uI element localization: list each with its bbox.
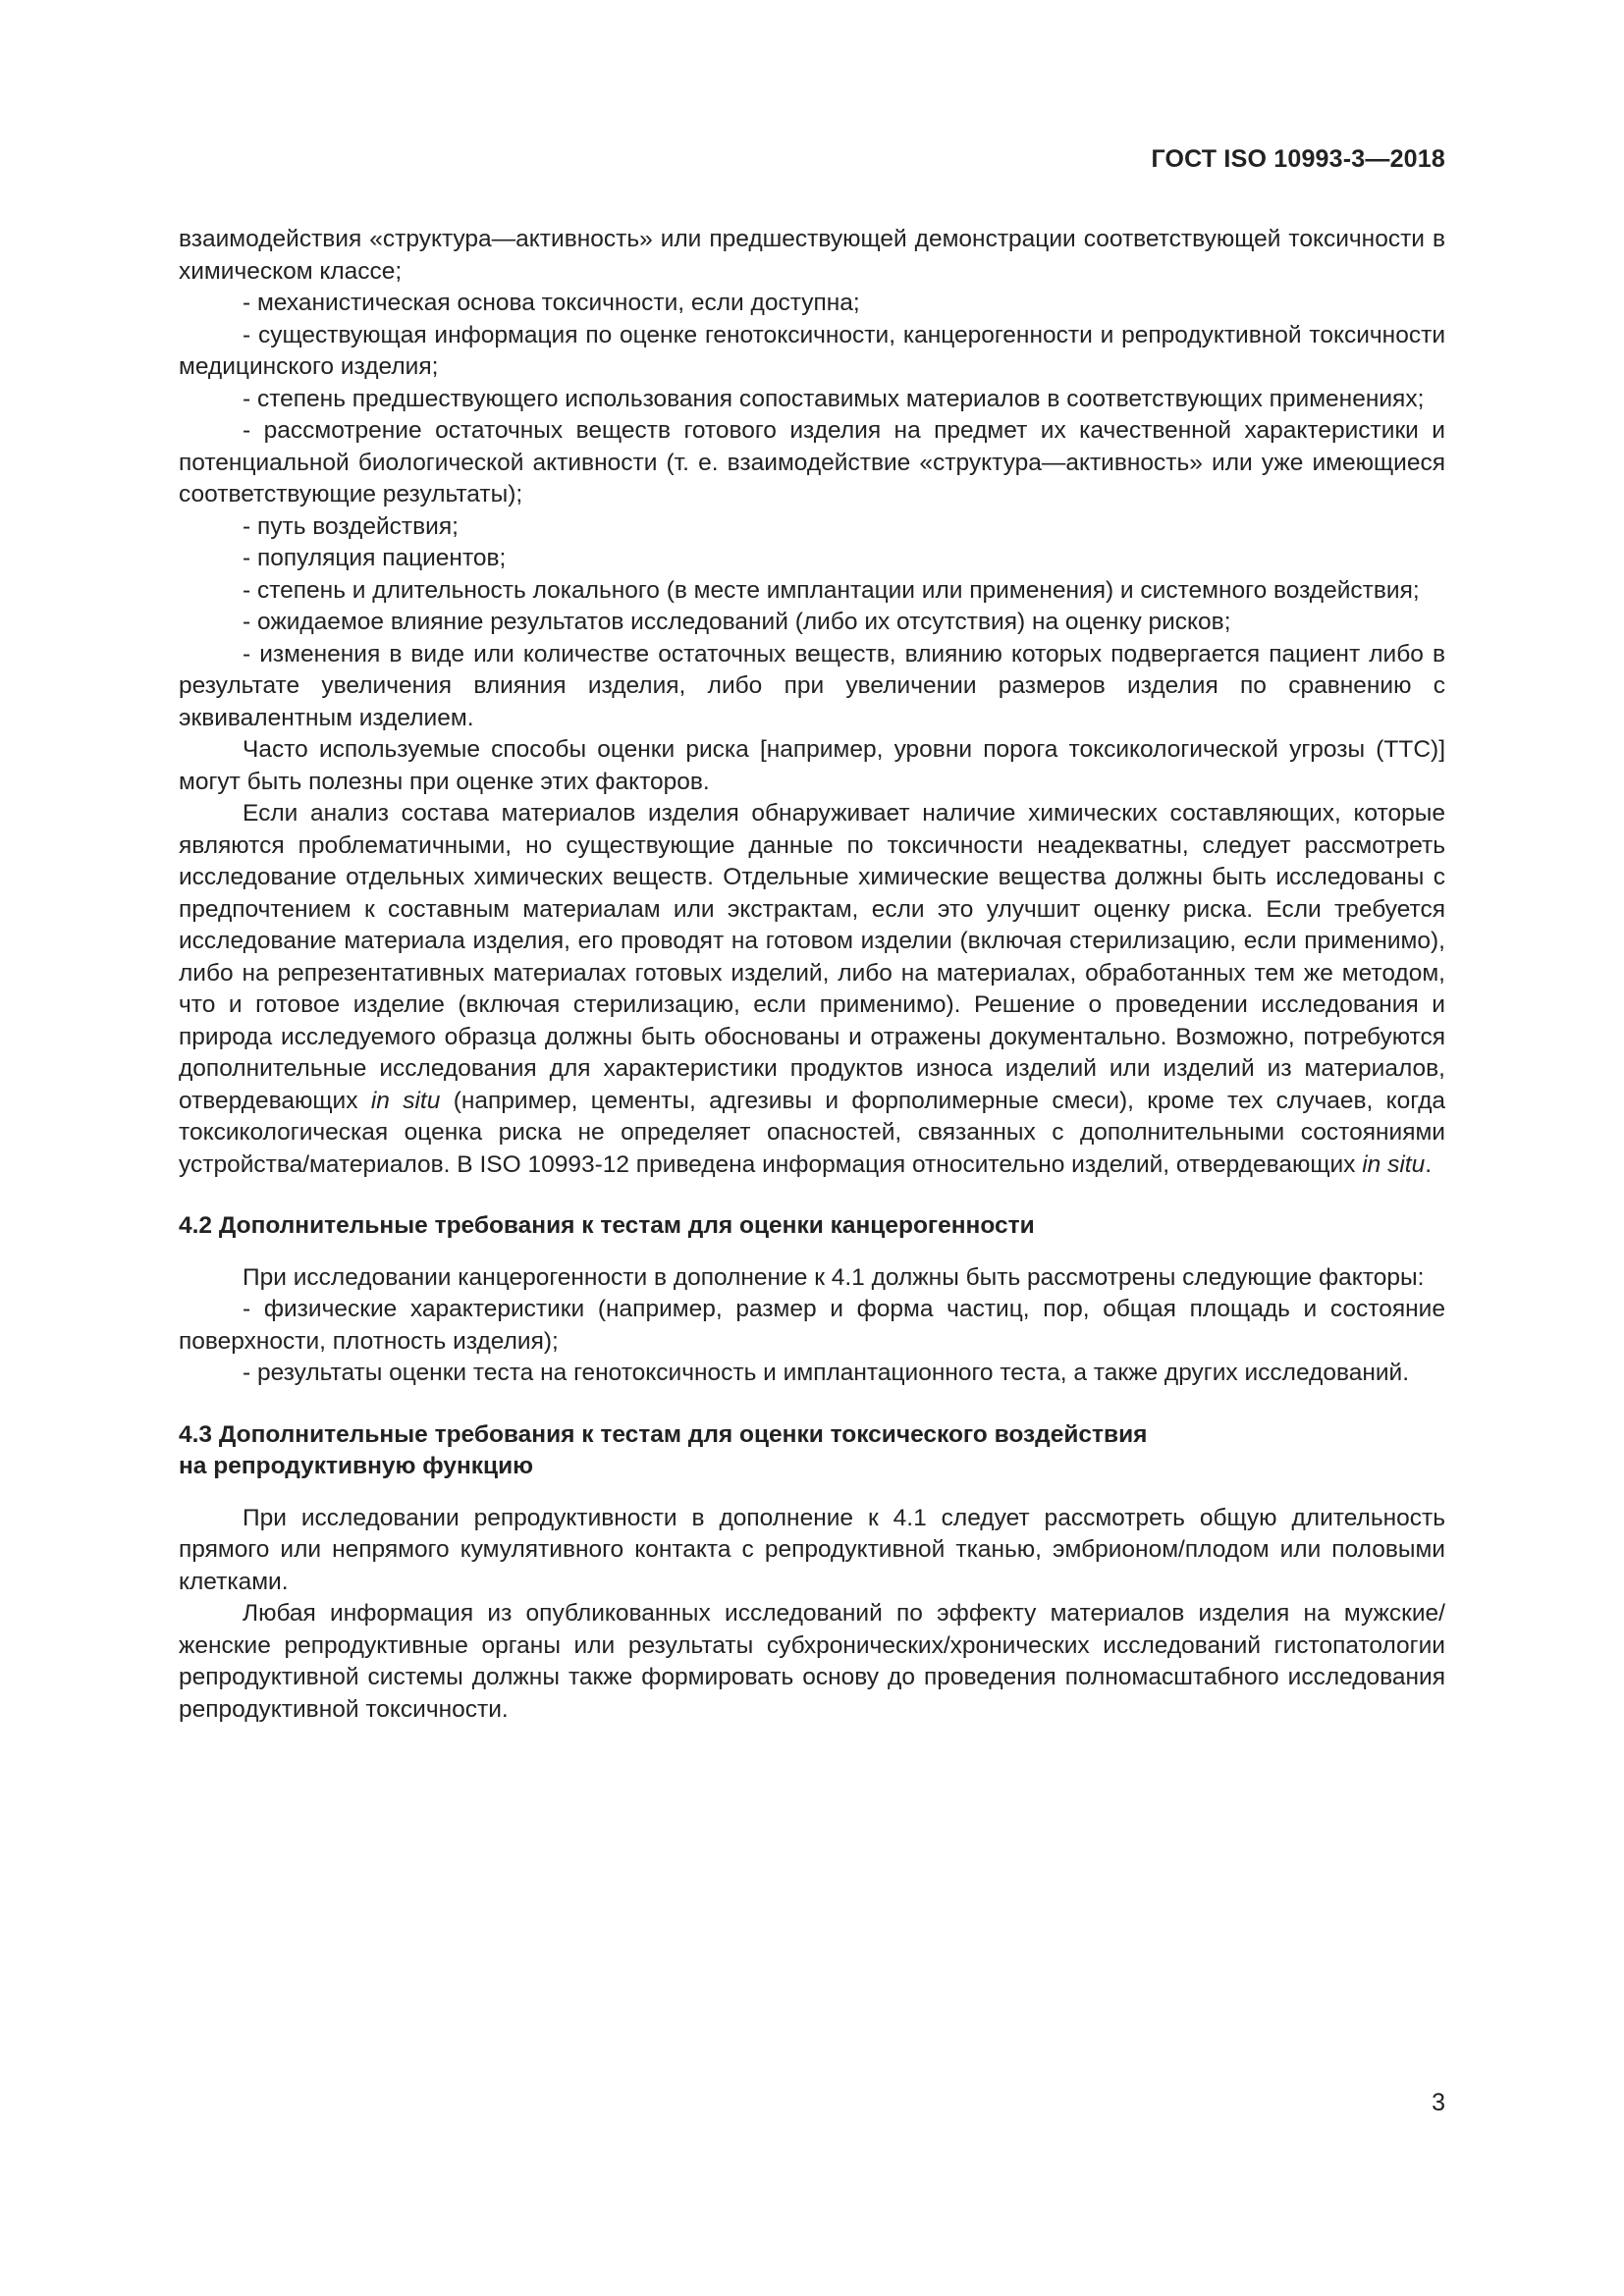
paragraph-text: Если анализ состава материалов изделия обнаруживает наличие химических составляющих, которые являются проблематичными, но существующие данные по токсичности неадекватны, следует рассмотреть исследование отдельных химических веществ. Отдельные химические вещества должны быть исследованы с предпочтением к составным материалам или экстрактам, если это улучшит оценку риска. Если требуется исследование материала изделия, его проводят на готовом изделии (включая стерилизацию, если применимо), либо на репрезентативных материалах готовых изделий, либо на материалах, обработанных тем же методом, что и готовое изделие (включая стерилизацию, если применимо). Решение о проведении исследования и природа исследуемого образца должны быть обоснованы и отражены документально. Возможно, потребуются дополнительные исследования для характеристики продуктов износа изделий или изделий из материалов, отвердевающих (179, 800, 1445, 1114)
list-item: - физические характеристики (например, размер и форма частиц, пор, общая площадь и состояние поверхности, плотность изделия); (179, 1296, 1445, 1355)
paragraph: Любая информация из опубликованных исследований по эффекту материалов изделия на мужские/женские репродуктивные органы или результаты субхронических/хронических исследований гистопатологии репродуктивной системы должны также формировать основу до проведения полномасштабного исследования репродуктивной токсичности. (179, 1600, 1445, 1723)
section-heading-4-2: 4.2 Дополнительные требования к тестам для оценки канцерогенности (179, 1212, 1035, 1239)
paragraph: Часто используемые способы оценки риска [например, уровни порога токсикологической угрозы (ТТС)] могут быть полезны при оценке этих факторов. (179, 736, 1445, 795)
paragraph: При исследовании канцерогенности в дополнение к 4.1 должны быть рассмотрены следующие факторы: (243, 1263, 1425, 1291)
paragraph-text: . (1425, 1150, 1433, 1178)
list-item: - результаты оценки теста на генотоксичность и имплантационного теста, а также других исследований. (243, 1360, 1410, 1386)
list-item: - рассмотрение остаточных веществ готового изделия на предмет их качественной характеристики и потенциальной биологической активности (т. е. взаимодействие «структура—активность» или уже имеющиеся соответствующие результаты); (179, 417, 1445, 507)
list-item: - ожидаемое влияние результатов исследований (либо их отсутствия) на оценку рисков; (243, 609, 1231, 635)
list-item: - изменения в виде или количестве остаточных веществ, влиянию которых подвергается пациент либо в результате увеличения влияния изделия, либо при увеличении размеров изделия по сравнению с эквивалентным изделием. (179, 640, 1445, 731)
list-item: - путь воздействия; (243, 512, 459, 540)
italic-term: in situ (370, 1087, 441, 1114)
section-heading-line: 4.3 Дополнительные требования к тестам для оценки токсического воздействия (179, 1420, 1148, 1448)
list-item: - степень предшествующего использования сопоставимых материалов в соответствующих применениях; (243, 385, 1425, 412)
paragraph (179, 798, 1445, 1181)
section-heading-line: на репродуктивную функцию (179, 1453, 534, 1479)
paragraph-text: (например, цементы, адгезивы и форполимерные смеси), кроме тех случаев, когда токсикологическая оценка риска не определяет опасностей, связанных с дополнительными состояниями устройства/материалов. В ISO 10993-12 приведена информация относительно изделий, отвердевающих (179, 1087, 1445, 1178)
page-number: 3 (1432, 2089, 1445, 2116)
list-item: - популяция пациентов; (243, 545, 507, 571)
list-item: - существующая информация по оценке генотоксичности, канцерогенности и репродуктивной токсичности медицинского изделия; (179, 321, 1445, 380)
section-heading-4-3 (179, 1419, 1445, 1483)
list-item: - степень и длительность локального (в месте имплантации или применения) и системного воздействия; (243, 576, 1420, 604)
document-header-id: ГОСТ ISO 10993-3—2018 (1151, 145, 1445, 173)
paragraph: взаимодействия «структура—активность» или предшествующей демонстрации соответствующей токсичности в химическом классе; (179, 226, 1445, 285)
paragraph: При исследовании репродуктивности в дополнение к 4.1 следует рассмотреть общую длительность прямого или непрямого кумулятивного контакта с репродуктивной тканью, эмбрионом/плодом или половыми клетками. (179, 1504, 1445, 1595)
italic-term: in situ (1362, 1150, 1426, 1178)
document-body (179, 224, 1445, 1726)
list-item: - механистическая основа токсичности, если доступна; (243, 290, 860, 316)
